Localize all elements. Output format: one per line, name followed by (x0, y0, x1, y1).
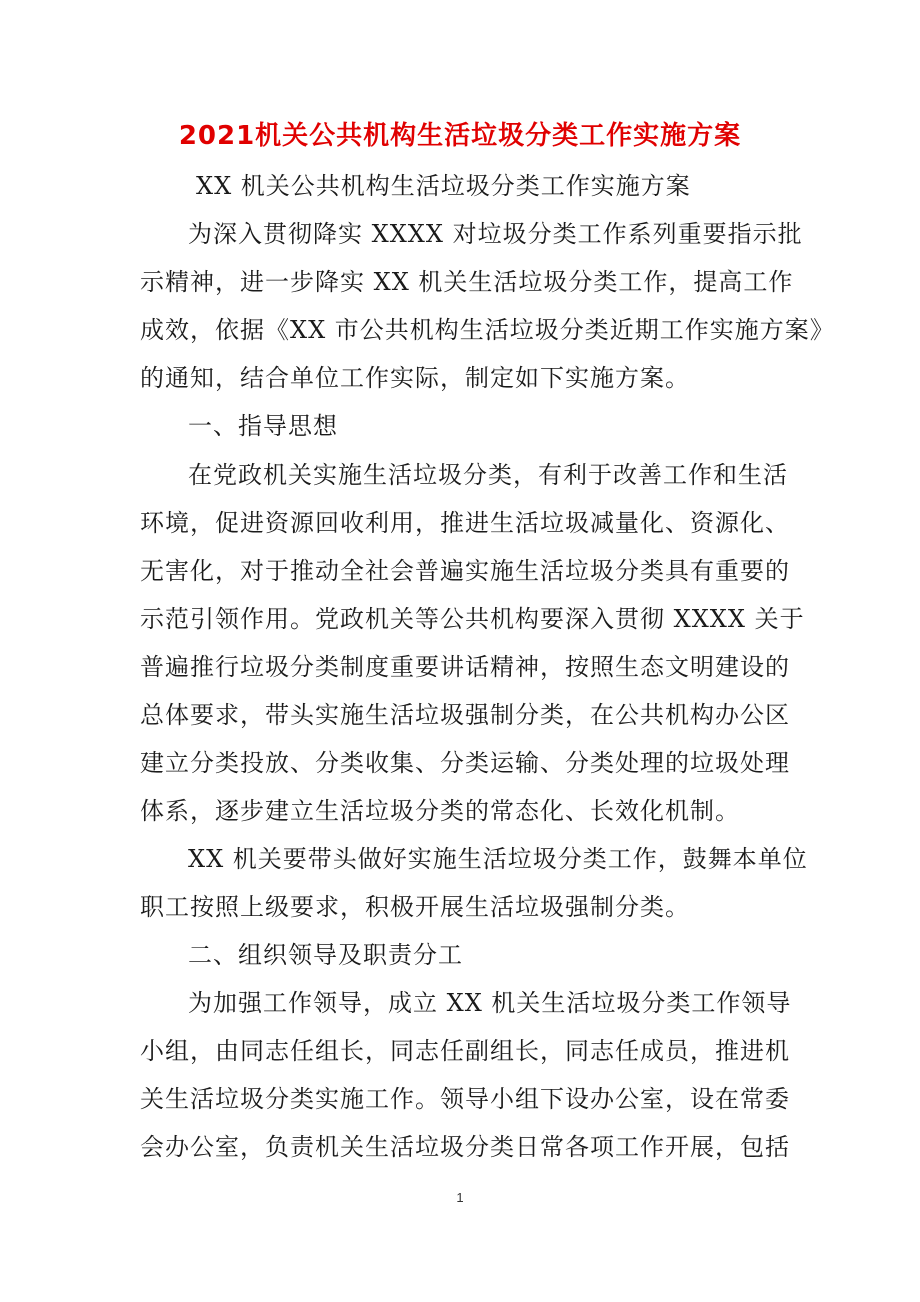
paragraph-line: 小组，由同志任组长，同志任副组长，同志任成员，推进机 (140, 1037, 790, 1065)
paragraph-line: 职工按照上级要求，积极开展生活垃圾强制分类。 (140, 893, 690, 921)
document-title: 2021机关公共机构生活垃圾分类工作实施方案 (178, 121, 742, 151)
paragraph-line: 为加强工作领导，成立 XX 机关生活垃圾分类工作领导 (188, 989, 792, 1017)
paragraph-line: 体系，逐步建立生活垃圾分类的常态化、长效化机制。 (140, 797, 740, 825)
paragraph-line: XX 机关要带头做好实施生活垃圾分类工作，鼓舞本单位 (188, 845, 808, 873)
paragraph-line: 示精神，进一步降实 XX 机关生活垃圾分类工作，提高工作 (140, 268, 794, 296)
document-subtitle: XX 机关公共机构生活垃圾分类工作实施方案 (196, 172, 691, 200)
paragraph-line: 无害化，对于推动全社会普遍实施生活垃圾分类具有重要的 (140, 557, 790, 585)
paragraph-line: 为深入贯彻降实 XXXX 对垃圾分类工作系列重要指示批 (188, 220, 803, 248)
section-heading: 一、指导思想 (188, 412, 338, 440)
paragraph-line: 总体要求，带头实施生活垃圾强制分类，在公共机构办公区 (140, 701, 790, 729)
paragraph-line: 在党政机关实施生活垃圾分类，有利于改善工作和生活 (188, 461, 788, 489)
paragraph-line: 示范引领作用。党政机关等公共机构要深入贯彻 XXXX 关于 (140, 605, 805, 633)
paragraph-line: 建立分类投放、分类收集、分类运输、分类处理的垃圾处理 (140, 749, 790, 777)
paragraph-line: 会办公室，负责机关生活垃圾分类日常各项工作开展，包括 (140, 1133, 790, 1161)
paragraph-line: 的通知，结合单位工作实际，制定如下实施方案。 (140, 364, 690, 392)
paragraph-line: 普遍推行垃圾分类制度重要讲话精神，按照生态文明建设的 (140, 653, 790, 681)
page-number: 1 (456, 1190, 464, 1205)
section-heading: 二、组织领导及职责分工 (188, 941, 463, 969)
paragraph-line: 环境，促进资源回收利用，推进生活垃圾减量化、资源化、 (140, 509, 790, 537)
paragraph-line: 成效，依据《XX 市公共机构生活垃圾分类近期工作实施方案》 (140, 316, 835, 344)
paragraph-line: 关生活垃圾分类实施工作。领导小组下设办公室，设在常委 (140, 1085, 790, 1113)
